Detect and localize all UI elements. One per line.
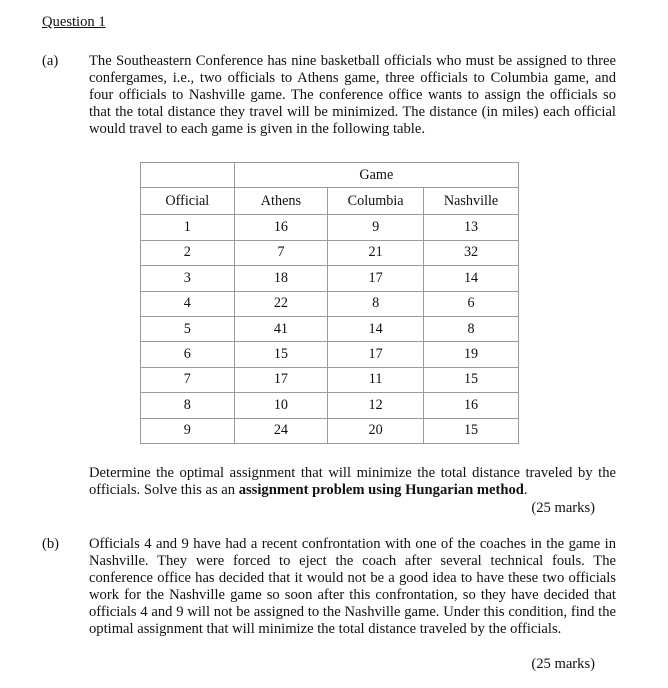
- nashville-cell: 19: [424, 342, 519, 367]
- nashville-cell: 14: [424, 266, 519, 291]
- athens-cell: 16: [234, 215, 328, 240]
- official-cell: 1: [141, 215, 235, 240]
- part-b-text: Officials 4 and 9 have had a recent confrontation with one of the coaches in the game in Nashville. They were forced to eject the coach after several technical fouls. The conference office has decided that it would not be a good idea to have these two officials work for the Nashville game so soon after this confrontation, so they have decided that officials 4 and 9 will not be assigned to the Nashville game. Under this condition, find the optimal assignment that will minimize the total distance traveled by the officials.: [89, 536, 616, 637]
- athens-cell: 22: [234, 291, 328, 316]
- columbia-cell: 21: [328, 240, 424, 265]
- table-row: [141, 342, 519, 367]
- athens-cell: 10: [234, 393, 328, 418]
- part-a-label: (a): [42, 53, 59, 69]
- table-column-header-row: [141, 188, 519, 215]
- athens-cell: 7: [234, 240, 328, 265]
- table-row: [141, 367, 519, 392]
- columbia-cell: 12: [328, 393, 424, 418]
- part-b-marks: (25 marks): [531, 656, 595, 672]
- athens-cell: 17: [234, 367, 328, 392]
- columbia-cell: 20: [328, 418, 424, 443]
- nashville-cell: 15: [424, 418, 519, 443]
- table-row: [141, 291, 519, 316]
- columbia-cell: 8: [328, 291, 424, 316]
- nashville-cell: 6: [424, 291, 519, 316]
- nashville-cell: 16: [424, 393, 519, 418]
- athens-cell: 41: [234, 316, 328, 341]
- game-group-header: Game: [234, 163, 518, 188]
- part-a-intro: The Southeastern Conference has nine basketball officials who must be assigned to three confergames, i.e., two officials to Athens game, three officials to Columbia game, and four officials to Nashville game. The conference office wants to assign the officials so that the total distance they travel will be minimized. The distance (in miles) each official would travel to each game is given in the following table.: [89, 53, 616, 137]
- nashville-cell: 8: [424, 316, 519, 341]
- athens-cell: 24: [234, 418, 328, 443]
- columbia-cell: 14: [328, 316, 424, 341]
- official-cell: 6: [141, 342, 235, 367]
- part-a-question-text: Determine the optimal assignment that will minimize the total distance traveled by the officials. Solve this as an: [89, 465, 616, 498]
- part-a-question-end: .: [523, 482, 528, 498]
- table-row: [141, 215, 519, 240]
- nashville-cell: 32: [424, 240, 519, 265]
- distance-table: [140, 162, 519, 444]
- official-cell: 8: [141, 393, 235, 418]
- nashville-cell: 13: [424, 215, 519, 240]
- athens-cell: 18: [234, 266, 328, 291]
- column-header-nashville: Nashville: [424, 188, 519, 215]
- nashville-cell: 15: [424, 367, 519, 392]
- column-header-official: Official: [141, 188, 235, 215]
- official-cell: 5: [141, 316, 235, 341]
- table-row: [141, 393, 519, 418]
- official-cell: 7: [141, 367, 235, 392]
- part-a-question: [89, 465, 616, 499]
- table-corner-cell: [141, 163, 235, 188]
- part-b-label: (b): [42, 536, 60, 552]
- part-a-marks: (25 marks): [531, 500, 595, 516]
- columbia-cell: 11: [328, 367, 424, 392]
- columbia-cell: 17: [328, 266, 424, 291]
- table-row: [141, 418, 519, 443]
- question-heading: Question 1: [42, 14, 106, 30]
- table-row: [141, 240, 519, 265]
- official-cell: 4: [141, 291, 235, 316]
- official-cell: 9: [141, 418, 235, 443]
- athens-cell: 15: [234, 342, 328, 367]
- columbia-cell: 17: [328, 342, 424, 367]
- official-cell: 2: [141, 240, 235, 265]
- official-cell: 3: [141, 266, 235, 291]
- column-header-athens: Athens: [234, 188, 328, 215]
- column-header-columbia: Columbia: [328, 188, 424, 215]
- columbia-cell: 9: [328, 215, 424, 240]
- part-a-question-method: assignment problem using Hungarian method: [238, 482, 524, 498]
- table-group-header-row: [141, 163, 519, 188]
- table-row: [141, 316, 519, 341]
- table-row: [141, 266, 519, 291]
